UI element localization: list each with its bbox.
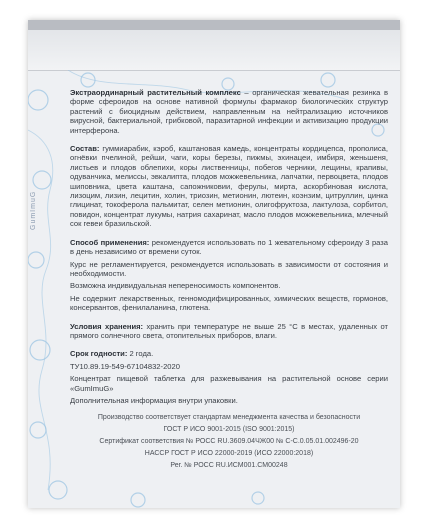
concentrate-description: Концентрат пищевой таблетка для разжевывания на растительной основе серии «GumImuG»	[70, 374, 388, 393]
course-paragraph: Курс не регламентируется, рекомендуется использовать в зависимости от состояния и необходимости.	[70, 259, 388, 278]
shelf-body: 2 года.	[127, 349, 154, 359]
tu-code: ТУ10.89.19-549-67104832-2020	[70, 361, 180, 371]
cert-line-3: Сертификат соответствия № РОСС RU.З609.04ЧЖ00 № С-С.0.05.01.002496-20	[99, 437, 359, 445]
shelf-life-paragraph	[70, 349, 388, 358]
usage-body: рекомендуется использовать по 1 жевательному сфероиду 3 раза в день независимо от времени суток.	[70, 237, 389, 257]
side-brand-mark: GumImuG	[30, 190, 37, 230]
intro-paragraph	[70, 88, 388, 135]
composition-paragraph	[70, 144, 388, 229]
intro-body: – органическая жевательная резинка в форме сфероидов на основе нативной формулы фармакор биологических структур растений с биоцидным действием, направленным на нейтрализацию источников вирусной, бактериальной, грибковой, паразитарной инфекции и активизацию продукции интерферона.	[70, 88, 388, 135]
more-info-note: Дополнительная информация внутри упаковки.	[70, 395, 238, 405]
composition-title: Состав:	[70, 144, 100, 154]
intolerance-paragraph: Возможна индивидуальная непереносимость компонентов.	[70, 281, 281, 291]
usage-paragraph	[70, 238, 388, 257]
shelf-title: Срок годности:	[70, 349, 128, 359]
storage-body: хранить при температуре не выше 25 °С в местах, удаленных от прямого солнечного света, отопительных приборов, влаги.	[70, 321, 388, 340]
composition-body: гуммиарабик, кэроб, каштановая камедь, концентраты кордицепса, прополиса, огнёвки пчелиной, рейши, чаги, коры березы, пижмы, эхинацеи, имбиря, женьшеня, листьев и плодов облепихи, коры лиственницы, побегов черники, лещины, крапивы, одуванчика, мелиссы, эвкалипта, плодов можжевельника, лапчатки, первоцвета, плодов шиповника, цвета каштана, сапожниковии, ферулы, мирта, аскорбиновая кислота, лизоцим, лизин, лецитин, холин, триозин, метионин, лютеин, коэнзим, цитруллин, цинка глицинат, токоферола пальмитат, селен метионин, олигофруктоза, лактулоза, сорбитол, повидон, концентрат лукумы, натрия сахаринат, масло плодов можжевельника, млечный сок гевеи бразильской.	[70, 144, 388, 229]
cert-line-4: НАССР ГОСТ Р ИСО 22000-2019 (ИСО 22000:2018)	[144, 449, 314, 457]
label-text-panel	[70, 88, 388, 473]
package-back	[28, 20, 400, 508]
package-top-edge	[28, 20, 400, 30]
intro-title: Экстраординарный растительный комплекс	[70, 88, 241, 97]
cert-line-2: ГОСТ Р ИСО 9001-2015 (ISO 9001:2015)	[163, 426, 295, 434]
cert-line-1: Производство соответствует стандартам менеджмента качества и безопасности	[97, 414, 361, 422]
storage-paragraph	[70, 322, 388, 341]
usage-title: Способ применения:	[70, 237, 150, 247]
storage-title: Условия хранения:	[70, 321, 144, 331]
cert-line-5: Рег. № РОСС RU.ИСМ001.CM00248	[170, 461, 288, 469]
free-of-paragraph: Не содержит лекарственных, генномодифицированных, химических веществ, гормонов, консервантов, фенилаланина, глютена.	[70, 293, 388, 313]
